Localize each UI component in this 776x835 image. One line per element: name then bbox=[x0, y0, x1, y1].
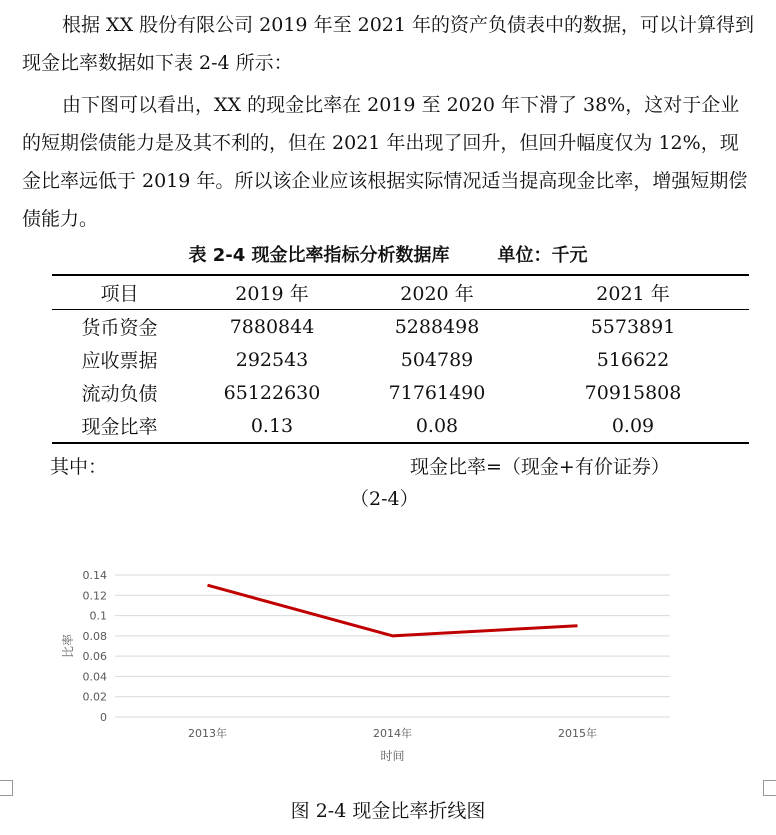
table-row bbox=[52, 409, 749, 443]
table-cell: 0.08 bbox=[415, 414, 459, 437]
x-tick-label: 2013年 bbox=[188, 727, 227, 740]
y-tick-label: 0.08 bbox=[82, 629, 107, 643]
cash-ratio-line-chart bbox=[50, 555, 690, 780]
y-tick-label: 0.1 bbox=[89, 609, 107, 623]
table-cell: 7880844 bbox=[229, 315, 315, 338]
y-axis-label: 比率 bbox=[61, 633, 75, 659]
y-tick-label: 0.14 bbox=[82, 569, 107, 582]
header-2021: 2021 年 bbox=[596, 283, 670, 305]
equation-number: （2-4） bbox=[350, 488, 419, 510]
header-2020: 2020 年 bbox=[400, 283, 474, 305]
table-cell: 65122630 bbox=[223, 381, 321, 404]
header-2019: 2019 年 bbox=[235, 283, 309, 305]
row-label: 应收票据 bbox=[81, 350, 158, 372]
x-axis-label: 时间 bbox=[380, 749, 405, 763]
header-item: 项目 bbox=[100, 283, 139, 305]
table-header-row bbox=[52, 275, 749, 310]
table-caption bbox=[0, 241, 776, 271]
cash-ratio-table bbox=[52, 274, 749, 444]
table-cell: 504789 bbox=[400, 348, 474, 371]
x-tick-label: 2015年 bbox=[558, 727, 597, 740]
row-label: 货币资金 bbox=[81, 317, 158, 339]
y-tick-label: 0.06 bbox=[82, 650, 107, 664]
figure-caption: 图 2-4 现金比率折线图 bbox=[290, 800, 486, 822]
table-caption-unit: 单位：千元 bbox=[497, 245, 588, 266]
table-cell: 5573891 bbox=[590, 315, 676, 338]
table-cell: 292543 bbox=[235, 348, 309, 371]
row-label: 现金比率 bbox=[81, 416, 158, 438]
paragraph-intro: 根据 XX 股份有限公司 2019 年至 2021 年的资产负债表中的数据，可以计算得到现金比率数据如下表 2-4 所示： bbox=[22, 14, 754, 74]
table-cell: 71761490 bbox=[388, 381, 486, 404]
table-row bbox=[52, 310, 749, 344]
table-caption-title: 表 2-4 现金比率指标分析数据库 bbox=[188, 245, 450, 266]
page-edge-marker-left bbox=[0, 780, 13, 796]
table-cell: 0.13 bbox=[250, 414, 294, 437]
y-tick-label: 0.12 bbox=[82, 589, 107, 603]
y-tick-label: 0.02 bbox=[82, 690, 107, 704]
table-cell: 5288498 bbox=[394, 315, 480, 338]
table-cell: 70915808 bbox=[584, 381, 682, 404]
series-line bbox=[208, 585, 578, 636]
row-label: 流动负债 bbox=[81, 383, 158, 405]
y-tick-label: 0 bbox=[100, 711, 107, 724]
table-row bbox=[52, 343, 749, 376]
paragraph-analysis: 由下图可以看出，XX 的现金比率在 2019 至 2020 年下滑了 38%，这对于企业的短期偿债能力是及其不利的，但在 2021 年出现了回升，但回升幅度仅为 12%，现金比率远低于 2019 年。所以该企业应该根据实际情况适当提高现金比率，增强短期偿债能力。 bbox=[22, 94, 748, 230]
table-cell: 0.09 bbox=[611, 414, 655, 437]
x-tick-label: 2014年 bbox=[373, 727, 412, 740]
y-tick-label: 0.04 bbox=[82, 670, 107, 684]
table-cell: 516622 bbox=[596, 348, 670, 371]
formula-text: 现金比率=（现金+有价证券） bbox=[410, 456, 670, 478]
table-row bbox=[52, 376, 749, 409]
note-label: 其中： bbox=[50, 456, 108, 478]
page-edge-marker-right bbox=[763, 780, 776, 796]
